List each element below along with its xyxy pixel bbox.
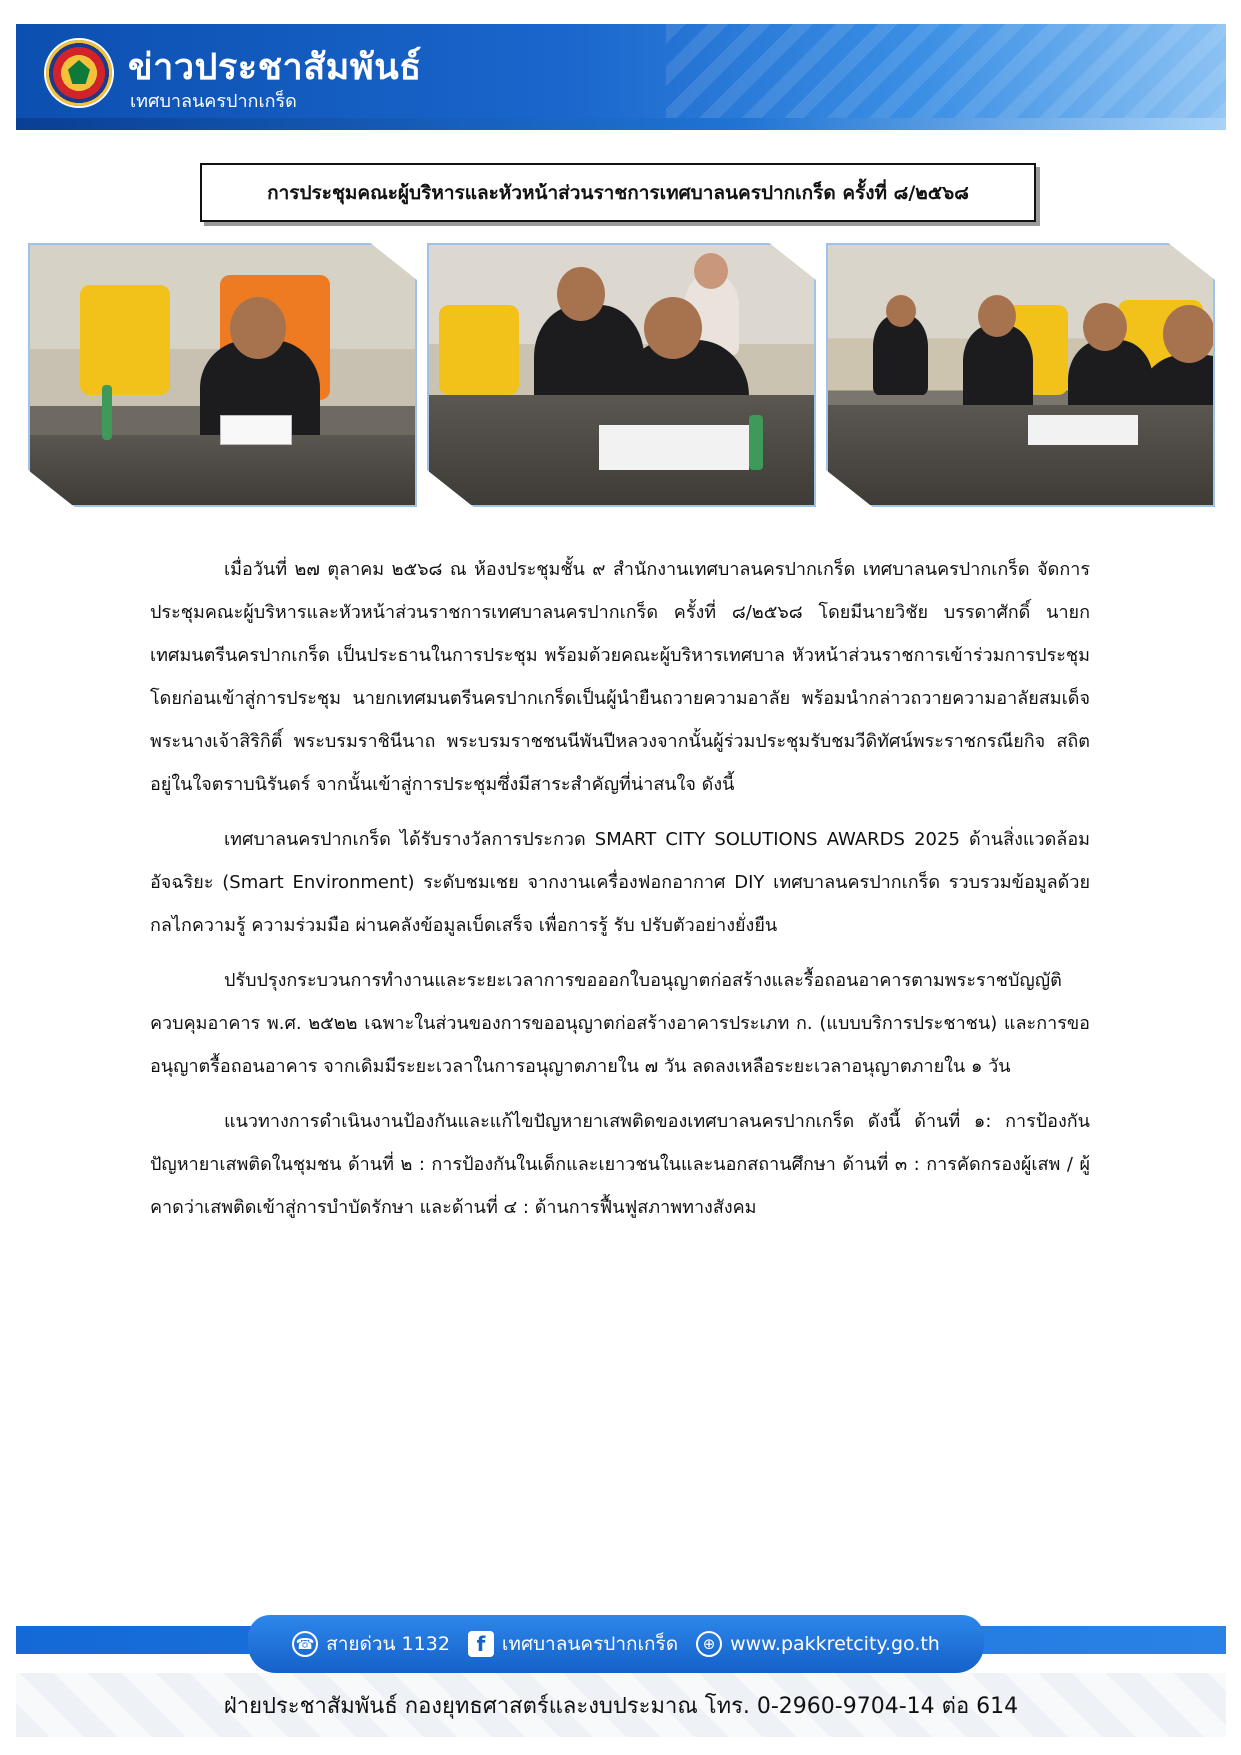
header-subtitle: เทศบาลนครปากเกร็ด xyxy=(130,91,297,112)
meeting-photo-1 xyxy=(28,243,417,507)
footer-contact-pill xyxy=(248,1615,984,1673)
facebook-item[interactable] xyxy=(468,1629,678,1659)
news-title: การประชุมคณะผู้บริหารและหัวหน้าส่วนราชการเทศบาลนครปากเกร็ด ครั้งที่ ๘/๒๕๖๘ xyxy=(200,163,1036,222)
facebook-text: เทศบาลนครปากเกร็ด xyxy=(501,1633,679,1655)
header-banner xyxy=(16,24,1226,130)
phone-icon: ☎ xyxy=(292,1631,318,1657)
website-item[interactable] xyxy=(696,1631,940,1657)
paragraph-4: แนวทางการดำเนินงานป้องกันและแก้ไขปัญหายาเสพติดของเทศบาลนครปากเกร็ด ดังนี้ ด้านที่ ๑: การป้องกันปัญหายาเสพติดในชุมชน ด้านที่ ๒ : การป้องกันในเด็กและเยาวชนในและนอกสถานศึกษา ด้านที่ ๓ : การคัดกรองผู้เสพ / ผู้คาดว่าเสพติดเข้าสู่การบำบัดรักษา และด้านที่ ๔ : ด้านการฟื้นฟูสภาพทางสังคม xyxy=(150,1111,1090,1218)
globe-icon: ⊕ xyxy=(696,1631,722,1657)
header-decoration xyxy=(666,24,1226,130)
article-body xyxy=(150,548,1090,1241)
meeting-photo-3 xyxy=(826,243,1215,507)
paragraph-1: เมื่อวันที่ ๒๗ ตุลาคม ๒๕๖๘ ณ ห้องประชุมชั้น ๙ สำนักงานเทศบาลนครปากเกร็ด เทศบาลนครปากเกร็ด จัดการประชุมคณะผู้บริหารและหัวหน้าส่วนราชการเทศบาลนครปากเกร็ด ครั้งที่ ๘/๒๕๖๘ โดยมีนายวิชัย บรรดาศักดิ์ นายกเทศมนตรีนครปากเกร็ด เป็นประธานในการประชุม พร้อมด้วยคณะผู้บริหารเทศบาล หัวหน้าส่วนราชการเข้าร่วมการประชุม โดยก่อนเข้าสู่การประชุม นายกเทศมนตรีนครปากเกร็ดเป็นผู้นำยืนถวายความอาลัย พร้อมนำกล่าวถวายความอาลัยสมเด็จพระนางเจ้าสิริกิติ์ พระบรมราชินีนาถ พระบรมราชชนนีพันปีหลวงจากนั้นผู้ร่วมประชุมรับชมวีดิทัศน์พระราชกรณียกิจ สถิตอยู่ในใจตราบนิรันดร์ จากนั้นเข้าสู่การประชุมซึ่งมีสาระสำคัญที่น่าสนใจ ดังนี้ xyxy=(150,559,1090,795)
seal-emblem xyxy=(68,60,90,84)
header-bottom-stripe xyxy=(16,118,1226,130)
municipality-seal-logo xyxy=(46,40,112,106)
footer-contact-line: ฝ่ายประชาสัมพันธ์ กองยุทธศาสตร์และงบประมาณ โทร. 0-2960-9704-14 ต่อ 614 xyxy=(16,1673,1226,1737)
header-title: ข่าวประชาสัมพันธ์ xyxy=(128,47,422,88)
hotline-item xyxy=(292,1629,450,1659)
paragraph-3: ปรับปรุงกระบวนการทำงานและระยะเวลาการขอออกใบอนุญาตก่อสร้างและรื้อถอนอาคารตามพระราชบัญญัติควบคุมอาคาร พ.ศ. ๒๕๒๒ เฉพาะในส่วนของการขออนุญาตก่อสร้างอาคารประเภท ก. (แบบบริการประชาชน) และการขออนุญาตรื้อถอนอาคาร จากเดิมมีระยะเวลาในการอนุญาตภายใน ๗ วัน ลดลงเหลือระยะเวลาอนุญาตภายใน ๑ วัน xyxy=(150,970,1090,1077)
facebook-icon: f xyxy=(468,1631,494,1657)
website-link[interactable]: www.pakkretcity.go.th xyxy=(730,1633,940,1655)
paragraph-2: เทศบาลนครปากเกร็ด ได้รับรางวัลการประกวด SMART CITY SOLUTIONS AWARDS 2025 ด้านสิ่งแวดล้อมอัจฉริยะ (Smart Environment) ระดับชมเชย จากงานเครื่องฟอกอากาศ DIY เทศบาลนครปากเกร็ด รวบรวมข้อมูลด้วยกลไกความรู้ ความร่วมมือ ผ่านคลังข้อมูลเบ็ดเสร็จ เพื่อการรู้ รับ ปรับตัวอย่างยั่งยืน xyxy=(150,829,1090,936)
hotline-text: สายด่วน 1132 xyxy=(326,1633,450,1655)
meeting-photo-2 xyxy=(427,243,816,507)
